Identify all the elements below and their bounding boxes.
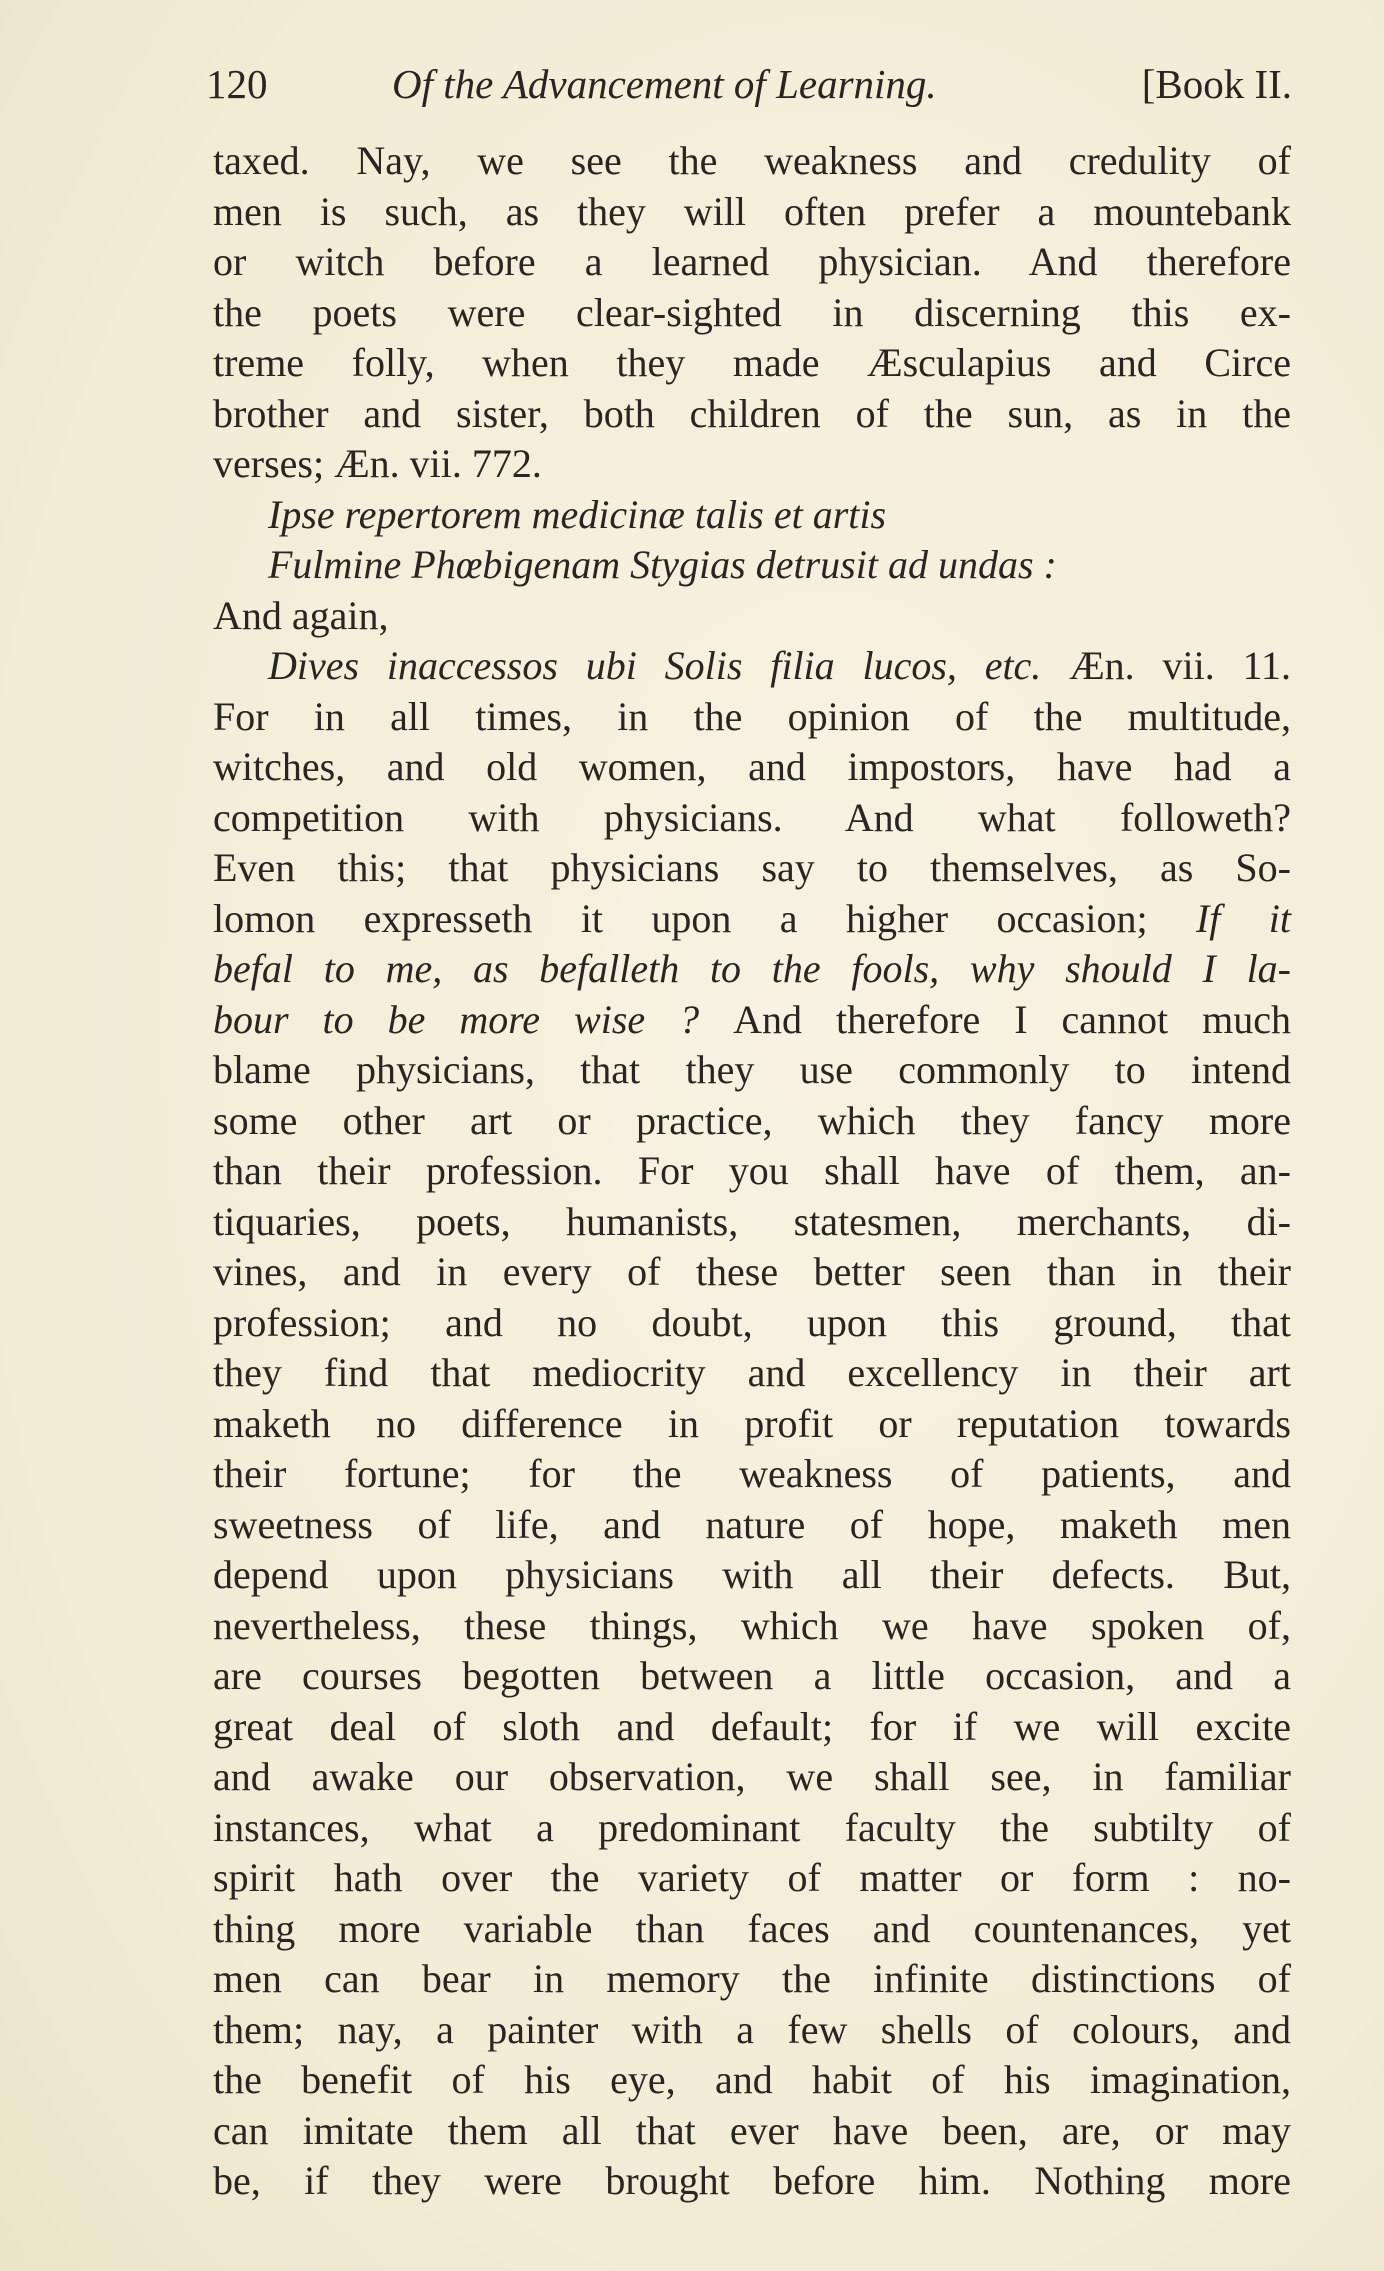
text-segment: maketh no difference in profit or reputation towards <box>213 1400 1291 1446</box>
text-line <box>213 1904 1291 1955</box>
book-section: [Book II. <box>1141 61 1292 107</box>
text-segment: profession; and no doubt, upon this ground, that <box>213 1299 1291 1345</box>
page-number: 120 <box>206 61 268 107</box>
text-segment: witches, and old women, and impostors, have had a <box>213 744 1291 789</box>
italic-text: If it <box>1195 895 1291 941</box>
text-line <box>213 1197 1291 1248</box>
text-line <box>213 1399 1291 1450</box>
text-line <box>213 187 1291 238</box>
text-line <box>213 944 1291 995</box>
text-line <box>213 692 1291 743</box>
text-line <box>213 591 1291 642</box>
text-segment: blame physicians, that they use commonly to intend <box>213 1047 1291 1092</box>
text-segment: treme folly, when they made Æsculapius and Circe <box>213 340 1291 385</box>
text-segment: sweetness of life, and nature of hope, maketh men <box>213 1501 1291 1547</box>
text-line <box>213 995 1291 1046</box>
text-segment: For in all times, in the opinion of the multitude, <box>213 693 1291 739</box>
text-segment: taxed. Nay, we see the weakness and credulity of <box>213 138 1291 183</box>
body-text <box>213 136 1291 2207</box>
text-line <box>213 1247 1291 1298</box>
text-segment: than their profession. For you shall have of them, an- <box>213 1148 1291 1193</box>
italic-text: bour to be more wise ? <box>213 996 734 1042</box>
text-segment: And therefore I cannot much <box>733 996 1291 1042</box>
text-segment: them; nay, a painter with a few shells of colours, and <box>213 2006 1291 2052</box>
text-line <box>213 793 1291 844</box>
text-segment: tiquaries, poets, humanists, statesmen, merchants, di- <box>213 1198 1291 1244</box>
text-line <box>213 1500 1291 1551</box>
text-segment: men is such, as they will often prefer a mountebank <box>213 188 1291 234</box>
text-line <box>213 2156 1291 2207</box>
text-line <box>213 490 1291 541</box>
text-line <box>213 2106 1291 2157</box>
italic-text: Ipse repertorem medicinæ talis et artis <box>268 491 887 537</box>
text-segment: Even this; that physicians say to themselves, as So- <box>213 845 1291 890</box>
running-header <box>206 60 1292 116</box>
text-line <box>213 1803 1291 1854</box>
text-line <box>213 1752 1291 1803</box>
text-segment: are courses begotten between a little occasion, and a <box>213 1653 1291 1698</box>
text-line <box>213 136 1291 187</box>
text-line <box>213 2055 1291 2106</box>
text-segment: the poets were clear-sighted in discerning this ex- <box>213 289 1291 335</box>
text-line <box>213 1954 1291 2005</box>
running-title: Of the Advancement of Learning. <box>392 61 937 107</box>
text-segment: And again, <box>213 592 389 638</box>
text-line <box>213 288 1291 339</box>
text-line <box>213 1853 1291 1904</box>
italic-text: Dives inaccessos ubi Solis filia lucos, etc. <box>268 643 1070 688</box>
text-line <box>213 1096 1291 1147</box>
text-line <box>213 641 1291 692</box>
text-line <box>213 338 1291 389</box>
text-line <box>213 1702 1291 1753</box>
text-line <box>213 1146 1291 1197</box>
text-line <box>213 389 1291 440</box>
text-segment: they find that mediocrity and excellency in their art <box>213 1350 1291 1395</box>
text-segment: spirit hath over the variety of matter or form : no- <box>213 1855 1291 1900</box>
text-segment: lomon expresseth it upon a higher occasion; <box>213 895 1196 941</box>
text-segment: thing more variable than faces and countenances, yet <box>213 1905 1291 1951</box>
italic-text: befal to me, as befalleth to the fools, why should I la- <box>213 946 1291 991</box>
text-line <box>213 1298 1291 1349</box>
text-segment: competition with physicians. And what followeth? <box>213 794 1291 840</box>
text-line <box>213 742 1291 793</box>
text-segment: brother and sister, both children of the sun, as in the <box>213 390 1291 436</box>
text-segment: vines, and in every of these better seen than in their <box>213 1249 1291 1294</box>
text-line <box>213 237 1291 288</box>
text-line <box>213 2005 1291 2056</box>
text-segment: can imitate them all that ever have been, are, or may <box>213 2107 1291 2153</box>
text-segment: Æn. vii. 11. <box>1069 643 1292 688</box>
text-segment: men can bear in memory the infinite distinctions of <box>213 1956 1291 2001</box>
text-segment: some other art or practice, which they fancy more <box>213 1097 1291 1143</box>
text-line <box>213 843 1291 894</box>
text-line <box>213 1651 1291 1702</box>
text-segment: great deal of sloth and default; for if we will excite <box>213 1703 1291 1749</box>
text-segment: instances, what a predominant faculty the subtilty of <box>213 1804 1291 1850</box>
italic-text: Fulmine Phœbigenam Stygias detrusit ad undas : <box>268 542 1057 587</box>
text-line <box>213 1449 1291 1500</box>
text-line <box>213 1550 1291 1601</box>
text-segment: and awake our observation, we shall see, in familiar <box>213 1754 1291 1799</box>
text-line <box>213 894 1291 945</box>
text-segment: be, if they were brought before him. Nothing more <box>213 2158 1291 2203</box>
text-segment: nevertheless, these things, which we have spoken of, <box>213 1602 1291 1648</box>
text-line <box>213 1601 1291 1652</box>
text-segment: or witch before a learned physician. And therefore <box>213 239 1291 284</box>
text-segment: depend upon physicians with all their defects. But, <box>213 1552 1291 1597</box>
text-segment: the benefit of his eye, and habit of his imagination, <box>213 2057 1291 2102</box>
text-line <box>213 439 1291 490</box>
text-line <box>213 1348 1291 1399</box>
text-line <box>213 540 1291 591</box>
text-line <box>213 1045 1291 1096</box>
text-segment: verses; Æn. vii. 772. <box>213 441 542 486</box>
text-segment: their fortune; for the weakness of patients, and <box>213 1451 1291 1496</box>
